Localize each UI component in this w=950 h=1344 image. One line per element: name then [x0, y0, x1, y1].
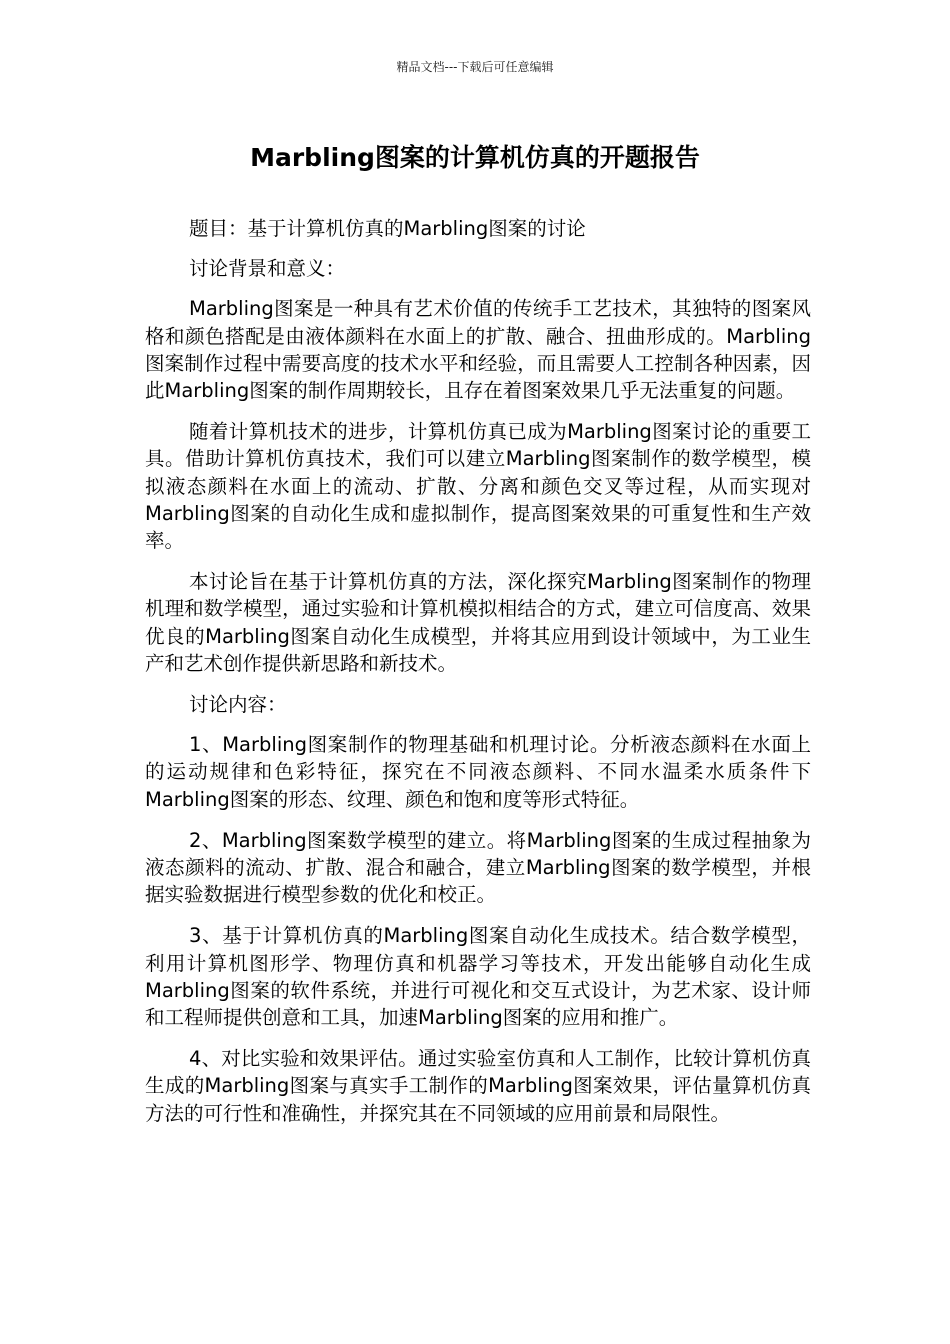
content-item: 1、Marbling图案制作的物理基础和机理讨论。分析液态颜料在水面上的运动规律和色彩特征，探究在不同液态颜料、不同水温柔水质条件下Marbling图案的形态、纹理、颜色和饱和度等形式特征。: [145, 733, 811, 811]
content-item: 4、对比实验和效果评估。通过实验室仿真和人工制作，比较计算机仿真生成的Marbling图案与真实手工制作的Marbling图案效果，评估量算机仿真方法的可行性和准确性，并探究其在不同领域的应用前景和局限性。: [145, 1047, 811, 1125]
content-item: 2、Marbling图案数学模型的建立。将Marbling图案的生成过程抽象为液态颜料的流动、扩散、混合和融合，建立Marbling图案的数学模型，并根据实验数据进行模型参数的优化和校正。: [145, 828, 811, 907]
content-item: 3、基于计算机仿真的Marbling图案自动化生成技术。结合数学模型，利用计算机图形学、物理仿真和机器学习等技术，开发出能够自动化生成Marbling图案的软件系统，并进行可视化和交互式设计，为艺术家、设计师和工程师提供创意和工具，加速Marbling图案的应用和推广。: [145, 924, 811, 1030]
document-title: Marbling图案的计算机仿真的开题报告: [250, 143, 700, 172]
background-heading: 讨论背景和意义：: [189, 257, 346, 281]
background-paragraph: 本讨论旨在基于计算机仿真的方法，深化探究Marbling图案制作的物理机理和数学模型，通过实验和计算机模拟相结合的方式，建立可信度高、效果优良的Marbling图案自动化生成模型，并将其应用到设计领域中，为工业生产和艺术创作提供新思路和新技术。: [145, 570, 811, 675]
page-header-note: 精品文档---下载后可任意编辑: [396, 60, 554, 74]
content-heading: 讨论内容：: [189, 693, 287, 717]
background-paragraph: 随着计算机技术的进步，计算机仿真已成为Marbling图案讨论的重要工具。借助计算机仿真技术，我们可以建立Marbling图案制作的数学模型，模拟液态颜料在水面上的流动、扩散、分离和颜色交叉等过程，从而实现对Marbling图案的自动化生成和虚拟制作，提高图案效果的可重复性和生产效率。: [145, 420, 811, 553]
topic-line: 题目：基于计算机仿真的Marbling图案的讨论: [189, 217, 586, 240]
document-body: [145, 215, 811, 1141]
background-paragraph: Marbling图案是一种具有艺术价值的传统手工艺技术，其独特的图案风格和颜色搭配是由液体颜料在水面上的扩散、融合、扭曲形成的。Marbling图案制作过程中需要高度的技术水平和经验，而且需要人工控制各种因素，因此Marbling图案的制作周期较长，且存在着图案效果几乎无法重复的问题。: [145, 297, 811, 403]
